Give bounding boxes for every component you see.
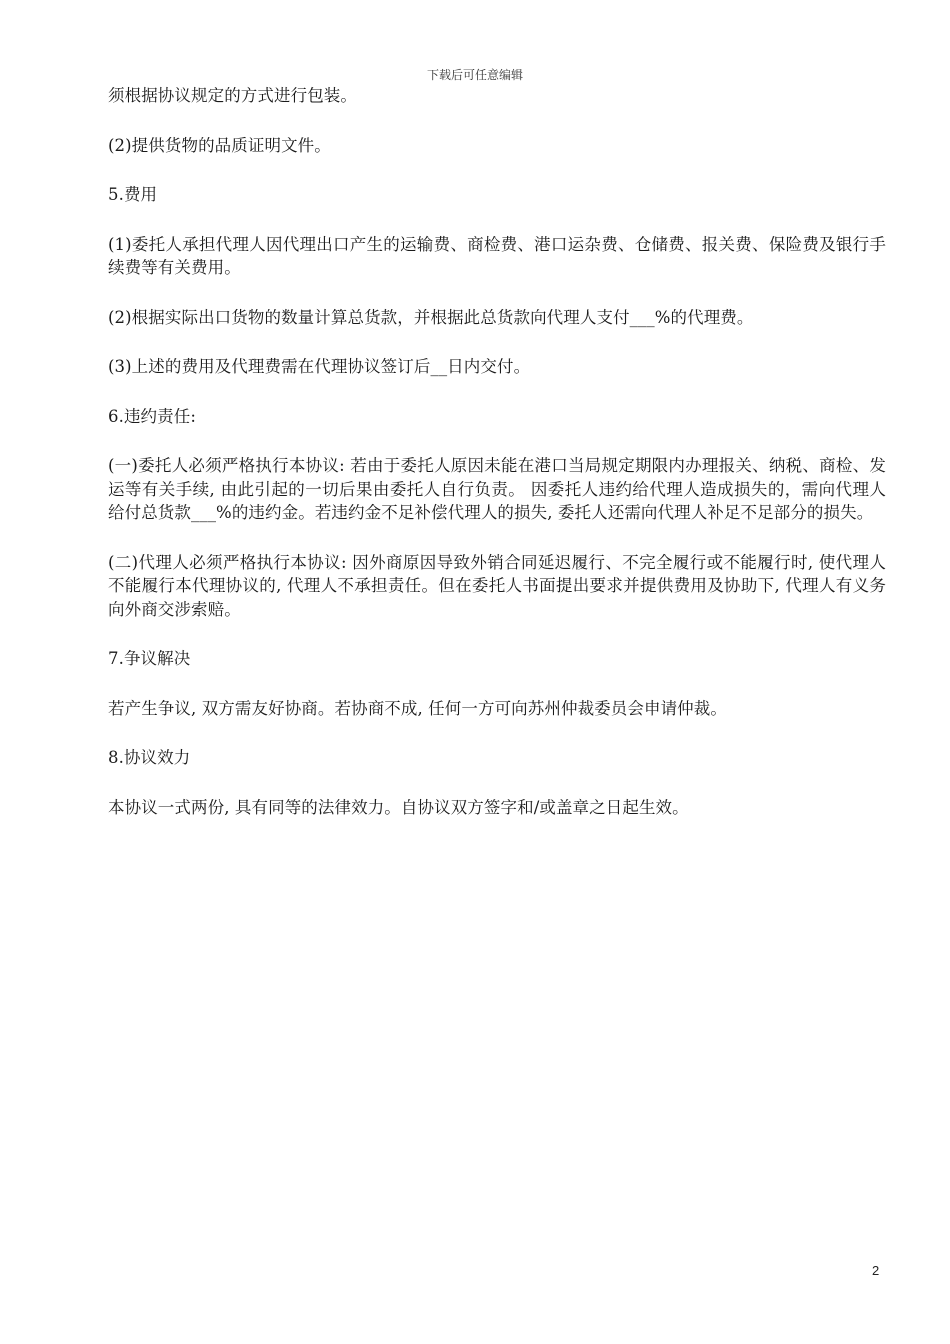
header-note: 下载后可任意编辑 xyxy=(426,68,523,82)
paragraph-liability-principal: (一)委托人必须严格执行本协议: 若由于委托人原因未能在港口当局规定期限内办理报关、纳税、商检、发运等有关手续, 由此引起的一切后果由委托人自行负责。 因委托人违约给代理人造成损失的，需向代理人给付总货款___%的违约金。若违约金不足补偿代理人的损失, 委托人还需向代理人补足不足部分的损失。 xyxy=(108,456,886,522)
page-number: 2 xyxy=(872,1263,880,1278)
document-body xyxy=(108,84,886,845)
paragraph-packaging: 须根据协议规定的方式进行包装。 xyxy=(108,86,357,105)
paragraph-effect: 本协议一式两份, 具有同等的法律效力。自协议双方签字和/或盖章之日起生效。 xyxy=(108,797,689,817)
paragraph-liability-agent: (二)代理人必须严格执行本协议: 因外商原因导致外销合同延迟履行、不完全履行或不能履行时, 使代理人不能履行本代理协议的, 代理人不承担责任。但在委托人书面提出要求并提供费用及协助下, 代理人有义务向外商交涉索赔。 xyxy=(108,552,886,619)
paragraph-fees-3: (3)上述的费用及代理费需在代理协议签订后__日内交付。 xyxy=(108,357,531,376)
section-heading-effect: 8.协议效力 xyxy=(108,748,191,767)
section-heading-liability: 6.违约责任: xyxy=(108,406,197,426)
section-heading-fees: 5.费用 xyxy=(108,185,158,204)
paragraph-fees-1: (1)委托人承担代理人因代理出口产生的运输费、商检费、港口运杂费、仓储费、报关费、保险费及银行手续费等有关费用。 xyxy=(108,234,886,277)
paragraph-dispute: 若产生争议, 双方需友好协商。若协商不成, 任何一方可向苏州仲裁委员会申请仲裁。 xyxy=(108,698,727,718)
paragraph-quality-certificate: (2)提供货物的品质证明文件。 xyxy=(108,135,331,155)
paragraph-fees-2: (2)根据实际出口货物的数量计算总货款，并根据此总货款向代理人支付___%的代理费。 xyxy=(108,307,754,327)
section-heading-dispute: 7.争议解决 xyxy=(108,649,191,668)
